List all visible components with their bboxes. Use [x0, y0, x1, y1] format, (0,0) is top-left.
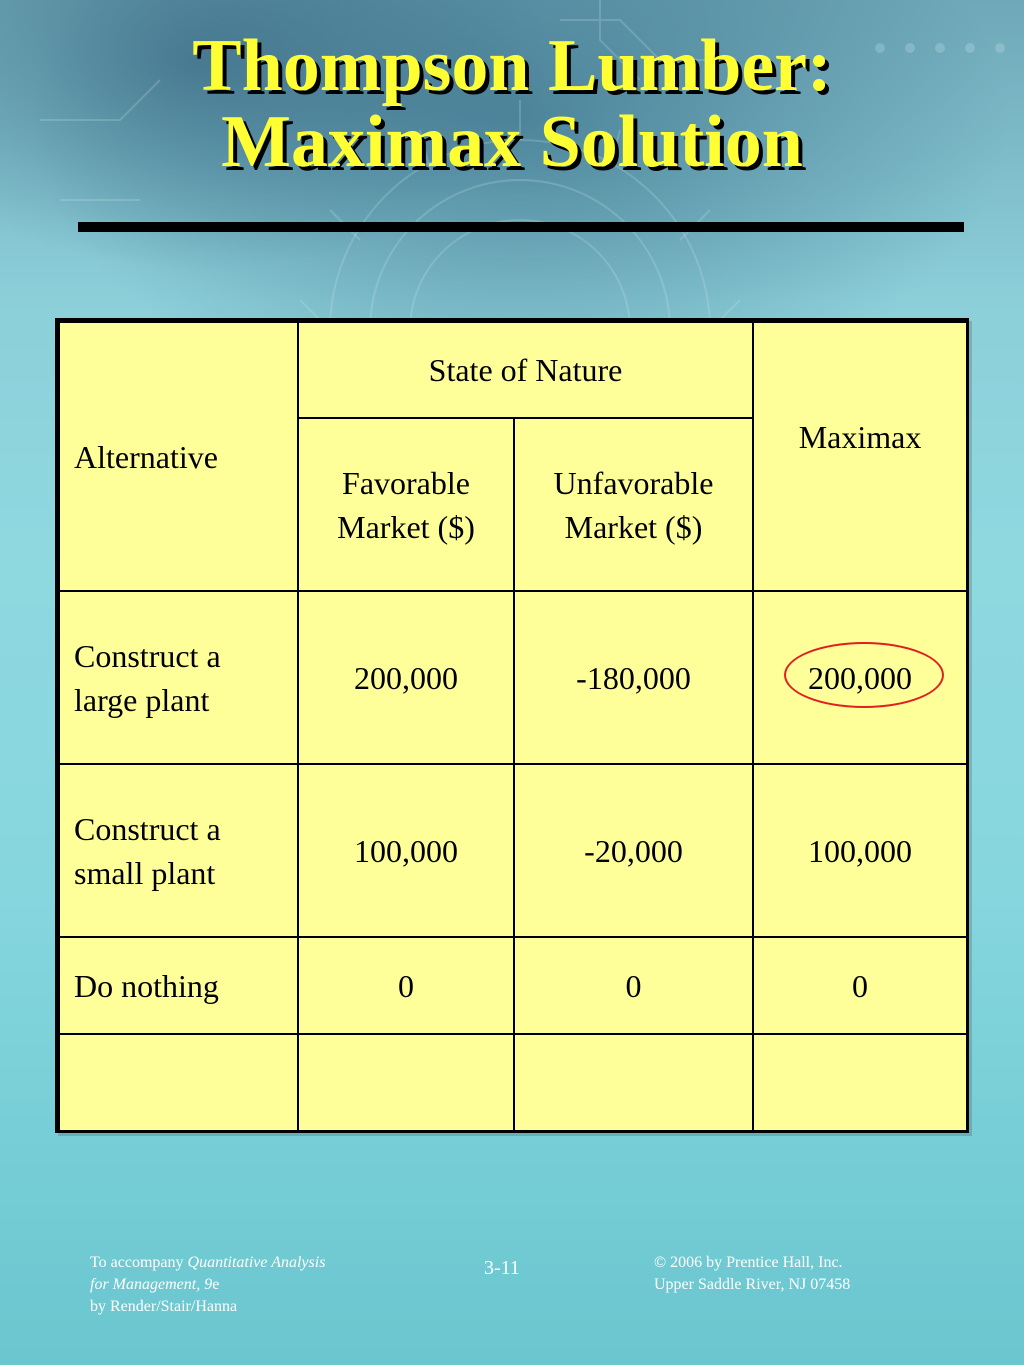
footer-copyright-line-2: Upper Saddle River, NJ 07458: [654, 1276, 851, 1293]
maximax-value: 0: [753, 937, 967, 1034]
header-state-of-nature: State of Nature: [298, 322, 753, 418]
title-divider: [78, 222, 964, 232]
footer-citation-line-2: [90, 1274, 325, 1296]
header-unfavorable-line-1: Unfavorable: [553, 464, 714, 501]
header-maximax: Maximax: [753, 322, 967, 591]
unfavorable-value: 0: [514, 937, 753, 1034]
slide-title-line-1: Thompson Lumber:: [192, 25, 832, 107]
slide-title-line-2: Maximax Solution: [221, 101, 803, 183]
footer-edition-suffix: e: [212, 1276, 220, 1293]
alternative-line-2: large plant: [74, 681, 210, 718]
maximax-highlighted: [808, 656, 912, 700]
highlight-circle: [784, 642, 944, 708]
page-number: 3-11: [484, 1257, 520, 1279]
maximax-value: 200,000: [808, 659, 913, 696]
table-header-row: [59, 322, 967, 418]
empty-cell: [298, 1034, 514, 1131]
payoff-table: [58, 321, 968, 1132]
header-favorable-line-1: Favorable: [342, 464, 470, 501]
header-unfavorable-line-2: Market ($): [564, 508, 703, 545]
table-row: [59, 937, 967, 1034]
alternative-line-1: Construct a: [74, 637, 221, 674]
table-row: [59, 591, 967, 764]
favorable-value: 100,000: [298, 764, 514, 937]
empty-cell: [59, 1034, 298, 1131]
footer-copyright: [654, 1252, 850, 1296]
alternative-cell: [59, 591, 298, 764]
footer-authors: by Render/Stair/Hanna: [90, 1298, 238, 1315]
favorable-value: 0: [298, 937, 514, 1034]
header-alternative: Alternative: [59, 322, 298, 591]
unfavorable-value: -20,000: [514, 764, 753, 937]
empty-cell: [514, 1034, 753, 1131]
payoff-table-container: [55, 318, 969, 1133]
favorable-value: 200,000: [298, 591, 514, 764]
unfavorable-value: -180,000: [514, 591, 753, 764]
slide-title: [0, 25, 1024, 183]
alternative-line-2: small plant: [74, 854, 216, 891]
alternative-cell: Do nothing: [59, 937, 298, 1034]
footer-citation: [90, 1252, 325, 1318]
empty-cell: [753, 1034, 967, 1131]
alternative-line-1: Construct a: [74, 810, 221, 847]
table-row: [59, 764, 967, 937]
header-unfavorable-market: [514, 418, 753, 591]
maximax-value-cell: [753, 591, 967, 764]
footer-citation-line-1: [90, 1252, 325, 1274]
footer-prefix: To accompany: [90, 1254, 188, 1271]
header-favorable-line-2: Market ($): [337, 508, 475, 545]
footer-book-title-1: Quantitative Analysis: [187, 1254, 326, 1271]
footer-copyright-line-1: © 2006 by Prentice Hall, Inc.: [654, 1254, 843, 1271]
footer-book-title-2: for Management, 9: [90, 1276, 213, 1293]
table-empty-row: [59, 1034, 967, 1131]
alternative-cell: [59, 764, 298, 937]
maximax-value: 100,000: [753, 764, 967, 937]
header-favorable-market: [298, 418, 514, 591]
